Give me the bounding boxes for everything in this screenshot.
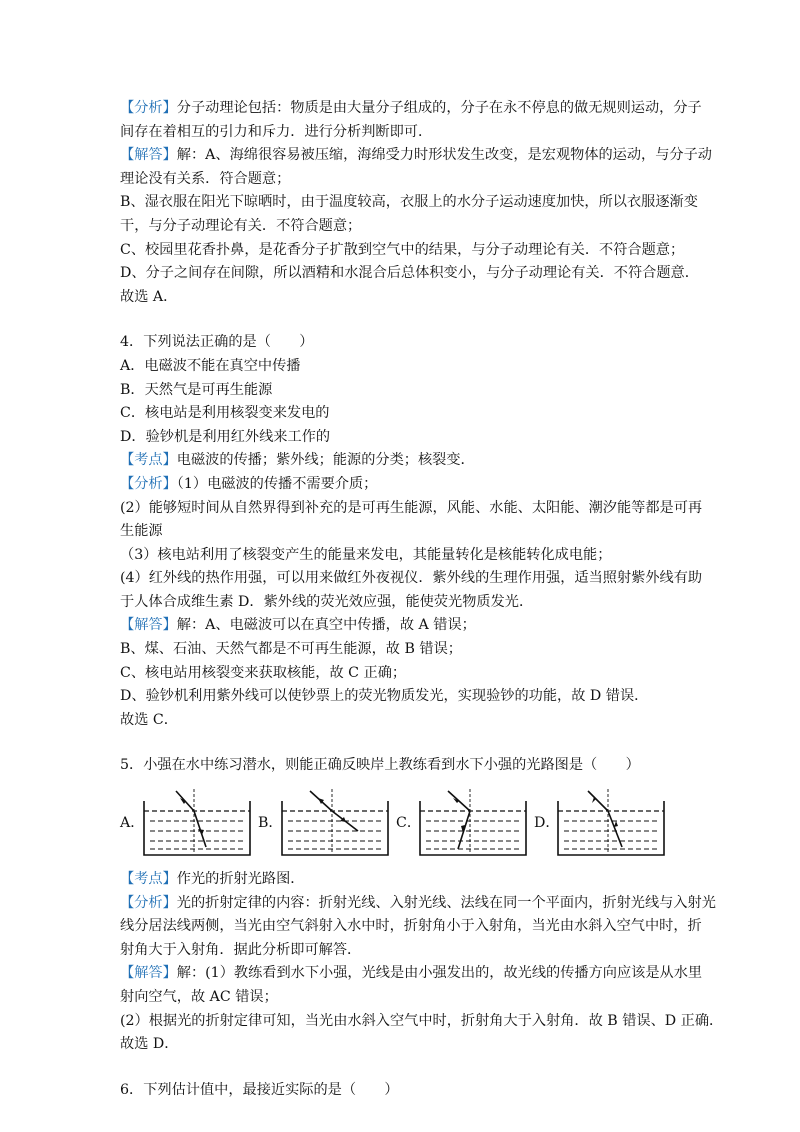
q5-analysis-line <box>120 892 716 916</box>
analysis-tag: 【分析】 <box>120 894 177 911</box>
q3-answer-line <box>120 144 712 168</box>
document-page <box>120 97 724 1102</box>
q3-analysis-text: 分子动理论包括：物质是由大量分子组成的，分子在永不停息的做无规则运动，分子 <box>176 100 702 116</box>
q4-answer-text: 解：A、电磁波可以在真空中传播，故 A 错误； <box>176 617 476 634</box>
q5-point-text: 作光的折射光路图． <box>176 871 305 888</box>
q5-analysis-line: 射角大于入射角．据此分析即可解答． <box>120 941 362 958</box>
q3-answer-line: 故选 A． <box>120 288 178 305</box>
point-tag: 【考点】 <box>120 871 177 888</box>
q3-answer-line: 干，与分子动理论有关．不符合题意； <box>120 217 362 234</box>
q4-point-text: 电磁波的传播；紫外线；能源的分类；核裂变． <box>176 452 475 469</box>
q3-answer-line: B、湿衣服在阳光下晾晒时，由于温度较高，衣服上的水分子运动速度加快，所以衣服逐渐变 <box>120 194 698 211</box>
answer-tag: 【解答】 <box>120 617 177 634</box>
q4-analysis-line: （3）核电站利用了核裂变产生的能量来发电，其能量转化是核能转化成电能； <box>120 546 612 563</box>
q5-choice-a <box>120 787 252 857</box>
q4-answer-line <box>120 614 690 638</box>
q3-analysis-line-2: 间存在着相互的引力和斥力．进行分析判断即可． <box>120 123 433 140</box>
q4-analysis-line: 生能源 <box>120 523 163 540</box>
q4-option: C．核电站是利用核裂变来发电的 <box>120 405 330 422</box>
q4-option: B．天然气是可再生能源 <box>120 381 273 398</box>
q6-stem: 6．下列估计值中，最接近实际的是（ ） <box>120 1081 399 1098</box>
q4-option: D．验钞机是利用红外线来工作的 <box>120 428 331 445</box>
answer-tag: 【解答】 <box>120 147 177 164</box>
q5-point-line <box>120 868 690 892</box>
q4-answer-line: D、验钞机利用紫外线可以使钞票上的荧光物质发光，实现验钞的功能，故 D 错误． <box>120 688 649 705</box>
q4-analysis-line <box>120 473 690 497</box>
q5-choice-label: C． <box>396 815 422 832</box>
q5-answer-line: 故选 D． <box>120 1036 179 1053</box>
q4-answer-line: 故选 C． <box>120 711 178 728</box>
q5-answer-line <box>120 962 703 986</box>
light-path-diagram-a <box>142 787 252 857</box>
q4-analysis-text: （1）电磁波的传播不需要介质； <box>176 475 378 492</box>
q5-choice-label: D． <box>534 815 560 832</box>
q3-answer-line: D、分子之间存在间隙，所以酒精和水混合后总体积变小，与分子动理论有关．不符合题意． <box>120 265 699 282</box>
q5-analysis-line: 线分居法线两侧，当光由空气斜射入水中时，折射角小于入射角，当光由水斜入空气中时，折 <box>120 918 702 935</box>
q3-answer-line: 理论没有关系．符合题意； <box>120 170 291 187</box>
q5-choice-label: B． <box>258 815 283 832</box>
point-tag: 【考点】 <box>120 452 177 469</box>
q5-answer-text: 解：(1）教练看到水下小强，光线是由小强发出的，故光线的传播方向应该是从水里 <box>176 965 703 982</box>
q4-point-line <box>120 449 690 473</box>
q3-answer-text: 解：A、海绵很容易被压缩，海绵受力时形状发生改变，是宏观物体的运动，与分子动 <box>176 147 712 164</box>
analysis-tag: 【分析】 <box>120 100 177 116</box>
q5-analysis-text: 光的折射定律的内容：折射光线、入射光线、法线在同一个平面内，折射光线与入射光 <box>176 894 716 911</box>
light-path-diagram-c <box>418 787 528 857</box>
q5-choice-b <box>258 787 390 857</box>
q5-answer-line: (2）根据光的折射定律可知，当光由水斜入空气中时，折射角大于入射角．故 B 错误、D 正确． <box>120 1012 724 1029</box>
q4-stem: 4．下列说法正确的是（ ） <box>120 334 314 351</box>
q3-answer-line: C、校园里花香扑鼻，是花香分子扩散到空气中的结果，与分子动理论有关．不符合题意； <box>120 241 685 258</box>
q4-analysis-line: 于人体合成维生素 D．紫外线的荧光效应强，能使荧光物质发光． <box>120 593 534 610</box>
q4-analysis-line: (4）红外线的热作用强，可以用来做红外夜视仪．紫外线的生理作用强，适当照射紫外线有助 <box>120 570 703 587</box>
q5-stem: 5．小强在水中练习潜水，则能正确反映岸上教练看到水下小强的光路图是（ ） <box>120 757 640 774</box>
q5-choice-diagrams <box>120 784 690 860</box>
q3-analysis-line <box>120 97 702 121</box>
q5-choice-c <box>396 787 528 857</box>
q5-answer-line: 射向空气，故 AC 错误； <box>120 989 278 1005</box>
light-path-diagram-d <box>556 787 666 857</box>
q4-option: A．电磁波不能在真空中传播 <box>120 357 301 374</box>
answer-tag: 【解答】 <box>120 965 177 982</box>
q4-answer-line: B、煤、石油、天然气都是不可再生能源，故 B 错误； <box>120 641 462 658</box>
analysis-tag: 【分析】 <box>120 475 177 492</box>
q5-choice-label: A． <box>120 815 145 832</box>
q4-answer-line: C、核电站用核裂变来获取核能，故 C 正确； <box>120 664 407 681</box>
q5-choice-d <box>534 787 666 857</box>
light-path-diagram-b <box>280 787 390 857</box>
q4-analysis-line: (2）能够短时间从自然界得到补充的是可再生能源，风能、水能、太阳能、潮汐能等都是可再 <box>120 499 703 516</box>
